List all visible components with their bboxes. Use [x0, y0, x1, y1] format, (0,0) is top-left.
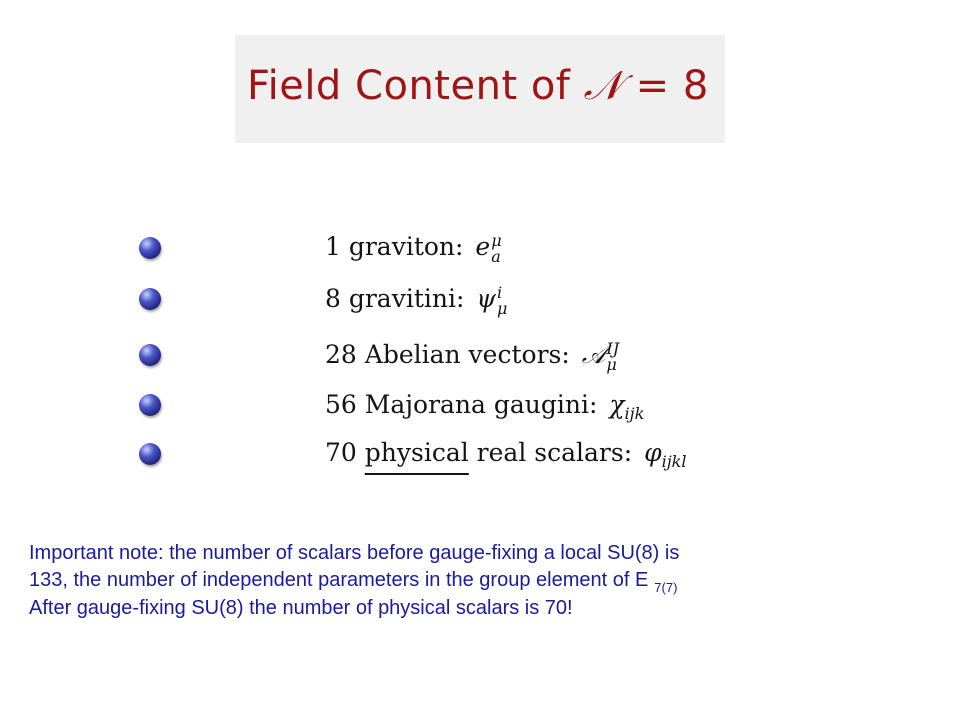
list-item-gravitini: [325, 284, 507, 317]
symbol-indices: [496, 282, 508, 318]
symbol-base: 𝒜: [581, 340, 606, 369]
item-label: 8 gravitini:: [325, 284, 465, 313]
item-symbol: [475, 230, 502, 266]
symbol-sub: μ: [496, 298, 508, 318]
item-symbol: [476, 282, 508, 318]
item-symbol: [644, 438, 687, 471]
symbol-indices: [491, 230, 502, 266]
item-label: 28 Abelian vectors:: [325, 340, 570, 369]
title-prefix: Field Content of: [247, 63, 584, 109]
note-line-2-subscript: 7(7): [654, 580, 678, 595]
item-label-rest: real scalars:: [468, 438, 633, 467]
symbol-sup: IJ: [606, 338, 620, 358]
title-equals: = 8: [622, 63, 709, 109]
title-box: [235, 35, 725, 143]
list-item-gaugini: [325, 390, 644, 423]
symbol-sup: i: [496, 282, 503, 302]
symbol-indices: [606, 338, 620, 374]
symbol-sup: μ: [491, 230, 502, 250]
note-line-1: Important note: the number of scalars before gauge-fixing a local SU(8) is: [29, 542, 680, 564]
note-line-2: [29, 567, 929, 595]
item-label: 1 graviton:: [325, 232, 464, 261]
important-note: [29, 540, 929, 622]
title-script-n: 𝒩: [583, 63, 623, 109]
item-label-underlined: physical: [364, 438, 469, 467]
note-line-2-text: 133, the number of independent parameters in the group element of E: [29, 569, 649, 591]
symbol-sub: ijkl: [661, 452, 687, 471]
bullet-icon: [139, 443, 161, 465]
list-item-scalars: [325, 438, 686, 471]
symbol-sub: a: [491, 246, 501, 266]
item-symbol: [609, 390, 645, 423]
note-line-3: After gauge-fixing SU(8) the number of physical scalars is 70!: [29, 597, 573, 619]
symbol-sub: μ: [606, 354, 617, 374]
symbol-base: e: [475, 232, 491, 261]
bullet-icon: [139, 288, 161, 310]
bullet-icon: [139, 344, 161, 366]
item-symbol: [581, 338, 620, 374]
bullet-icon: [139, 237, 161, 259]
bullet-icon: [139, 394, 161, 416]
list-item-graviton: [325, 232, 502, 265]
symbol-sub: ijk: [624, 404, 645, 423]
item-label-count: 70: [325, 438, 365, 467]
item-label: 56 Majorana gaugini:: [325, 390, 598, 419]
list-item-vectors: [325, 340, 619, 373]
slide-title: [247, 63, 709, 109]
symbol-base: φ: [644, 438, 662, 467]
symbol-base: ψ: [476, 284, 496, 313]
symbol-base: χ: [609, 390, 625, 419]
